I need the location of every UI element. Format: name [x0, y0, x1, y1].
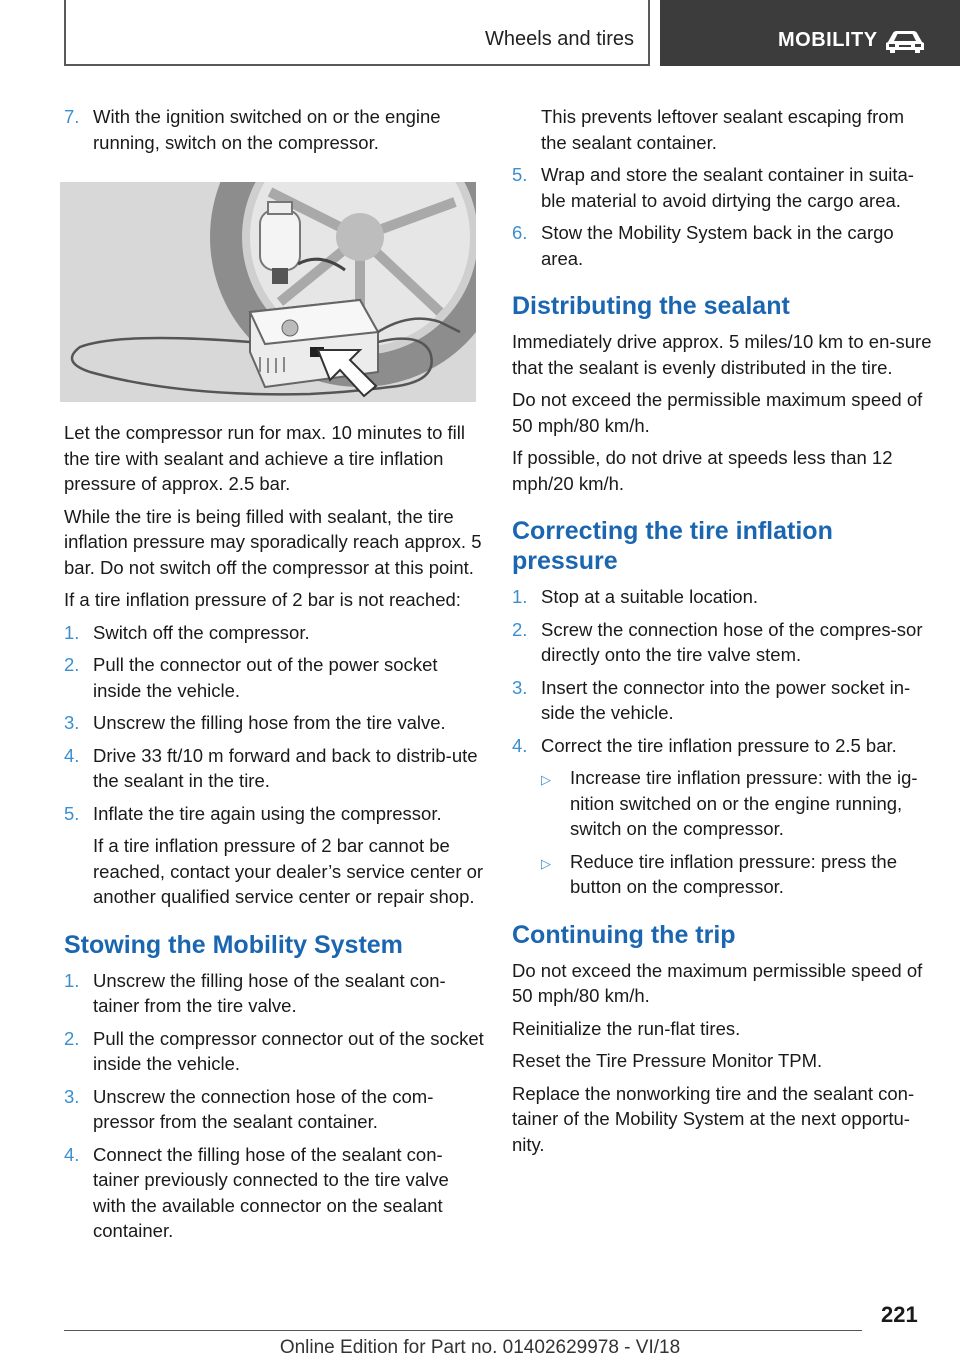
step-number: 2. — [64, 654, 80, 675]
step-number: 1. — [64, 621, 80, 643]
step-item — [64, 620, 484, 646]
paragraph: While the tire is being filled with sealant, the tire inflation pressure may sporadically reach approx. 5 bar. Do not switch off the compressor at this point. — [64, 505, 482, 578]
step-item — [64, 1142, 484, 1244]
section-heading-correcting: Correcting the tire inflation pressure — [512, 517, 833, 575]
step-text: Connect the filling hose of the sealant con‐tainer previously connected to the tire valve with the available connector on the sealant container. — [93, 1143, 449, 1241]
step-item — [64, 968, 484, 1019]
left-column — [64, 104, 484, 1251]
bullet-item — [512, 849, 932, 900]
paragraph: Do not exceed the permissible maximum speed of 50 mph/80 km/h. — [512, 389, 923, 436]
header-section-box — [64, 0, 650, 66]
step-item — [512, 733, 932, 759]
step-text: Insert the connector into the power socket in‐side the vehicle. — [541, 676, 911, 723]
section-heading-continuing: Continuing the trip — [512, 920, 736, 949]
page-number: 221 — [881, 1302, 918, 1327]
section-heading-stowing: Stowing the Mobility System — [64, 930, 403, 959]
paragraph: Reinitialize the run-flat tires. — [512, 1017, 741, 1039]
step-item — [64, 104, 484, 155]
footer-edition: Online Edition for Part no. 01402629978 - VI/18 — [279, 1337, 681, 1358]
step-number: 3. — [512, 676, 528, 698]
footer-divider — [64, 1330, 862, 1331]
step-text: Switch off the compressor. — [93, 621, 310, 643]
paragraph: Do not exceed the maximum permissible speed of 50 mph/80 km/h. — [512, 959, 923, 1006]
step-item — [512, 675, 932, 726]
step-item — [64, 743, 484, 794]
header-chapter-box — [660, 0, 960, 66]
paragraph: Immediately drive approx. 5 miles/10 km to en‐sure that the sealant is evenly distributed in the tire. — [512, 331, 932, 378]
step-item — [64, 710, 484, 736]
step-number: 2. — [512, 618, 528, 640]
step-number: 4. — [64, 1143, 80, 1165]
compressor-drawing — [60, 182, 476, 402]
step-number: 1. — [64, 969, 80, 991]
bullet-item — [512, 765, 932, 842]
step-text: Screw the connection hose of the compres‐sor directly onto the tire valve stem. — [541, 618, 923, 665]
step-text: Stow the Mobility System back in the cargo area. — [541, 222, 894, 269]
bullet-text: Increase tire inflation pressure: with the ig‐nition switched on or the engine running, switch on the compressor. — [570, 767, 918, 839]
step-number: 4. — [512, 734, 528, 756]
section-heading-distributing: Distributing the sealant — [512, 292, 790, 320]
step-text: Pull the connector out of the power socket inside the vehicle. — [93, 654, 438, 701]
step-item — [512, 220, 932, 271]
step-number: 5. — [512, 164, 528, 185]
paragraph: Reset the Tire Pressure Monitor TPM. — [512, 1050, 823, 1071]
step-number: 1. — [512, 586, 528, 607]
step-item — [64, 652, 484, 703]
triangle-bullet-icon: ▷ — [541, 855, 551, 871]
paragraph: If possible, do not drive at speeds less than 12 mph/20 km/h. — [512, 447, 893, 494]
step-text: Unscrew the filling hose of the sealant con‐tainer from the tire valve. — [93, 969, 446, 1016]
step-number: 2. — [64, 1027, 80, 1049]
header-chapter-title: MOBILITY — [778, 29, 878, 51]
step-text: Inflate the tire again using the compressor. — [93, 802, 442, 824]
step-number: 3. — [64, 712, 80, 733]
step-item — [512, 617, 932, 668]
car-icon — [884, 28, 926, 54]
paragraph: Let the compressor run for max. 10 minutes to fill the tire with sealant and achieve a tire inflation pressure of approx. 2.5 bar. — [64, 422, 466, 494]
step-text: Wrap and store the sealant container in suita‐ble material to avoid dirtying the cargo area. — [541, 164, 914, 211]
step-text: Drive 33 ft/10 m forward and back to distrib‐ute the sealant in the tire. — [93, 744, 478, 791]
step-number: 7. — [64, 106, 80, 127]
step-text: With the ignition switched on or the engine running, switch on the compressor. — [93, 106, 441, 153]
step-note: This prevents leftover sealant escaping from the sealant container. — [541, 106, 904, 153]
step-number: 5. — [64, 802, 80, 824]
triangle-bullet-icon: ▷ — [541, 772, 551, 787]
step-item — [512, 162, 932, 213]
step-text: Unscrew the connection hose of the com‐pressor from the sealant container. — [93, 1085, 434, 1132]
step-item — [512, 584, 932, 610]
step-item — [64, 1084, 484, 1135]
step-number: 4. — [64, 744, 80, 766]
step-number: 3. — [64, 1085, 80, 1107]
compressor-illustration — [60, 182, 476, 402]
paragraph: If a tire inflation pressure of 2 bar is not reached: — [64, 589, 461, 610]
step-item — [64, 801, 484, 827]
paragraph: Replace the nonworking tire and the sealant con‐tainer of the Mobility System at the next opportu‐nity. — [512, 1082, 915, 1155]
step-item — [64, 1026, 484, 1077]
step-text: Correct the tire inflation pressure to 2.5 bar. — [541, 734, 897, 756]
bullet-text: Reduce tire inflation pressure: press the button on the compressor. — [570, 850, 898, 897]
step-note: If a tire inflation pressure of 2 bar cannot be reached, contact your dealer’s service center or another qualified service center or repair shop. — [93, 835, 484, 907]
step-text: Pull the compressor connector out of the socket inside the vehicle. — [93, 1027, 484, 1074]
step-number: 6. — [512, 222, 528, 243]
step-text: Stop at a suitable location. — [541, 586, 759, 607]
right-column — [512, 104, 932, 1164]
header-section-title: Wheels and tires — [485, 28, 634, 50]
step-text: Unscrew the filling hose from the tire valve. — [93, 712, 446, 733]
